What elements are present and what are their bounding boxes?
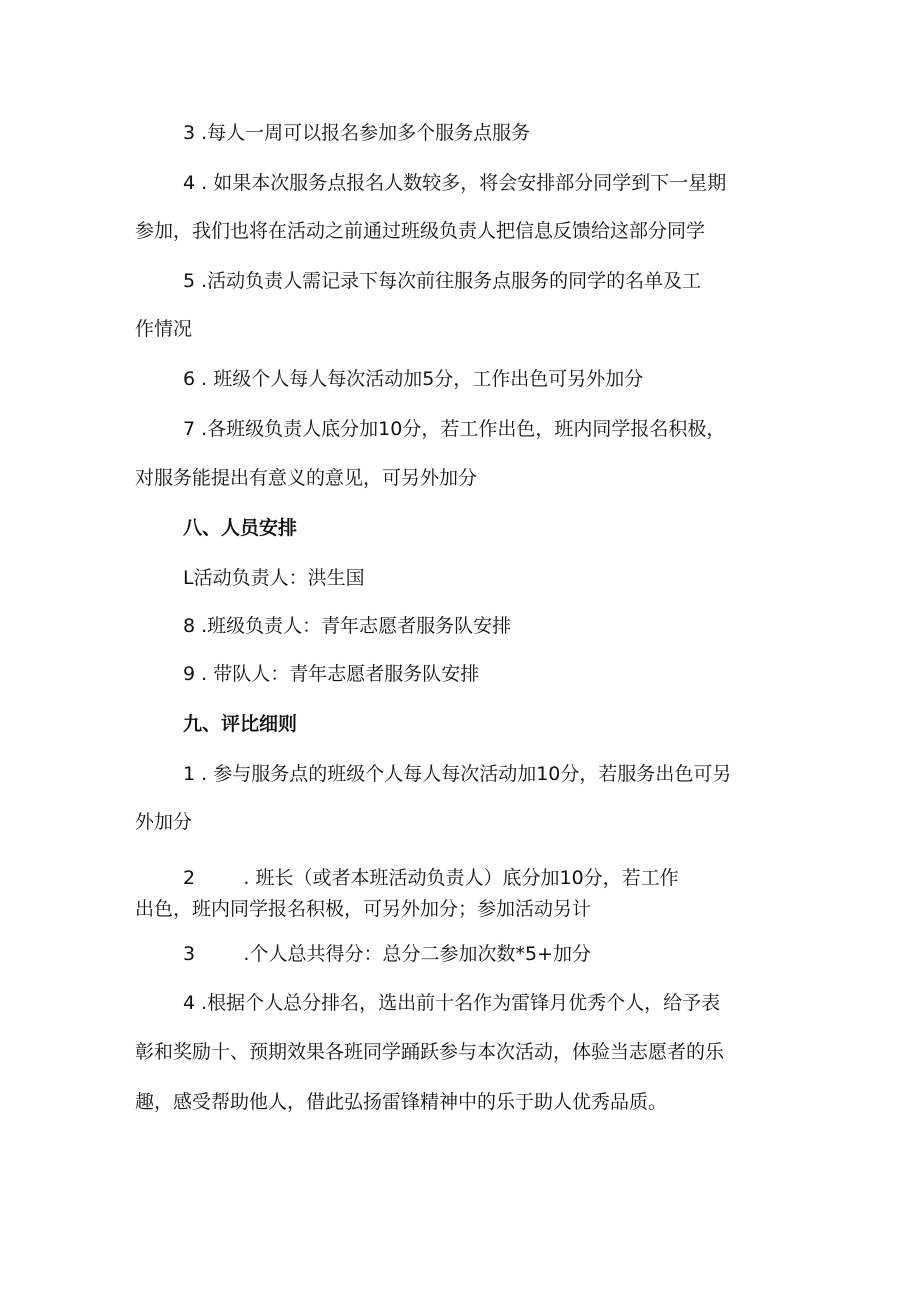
- item-3-line: 3 .每人一周可以报名参加多个服务点服务: [183, 122, 531, 144]
- rule-1-line-2: 外加分: [135, 811, 193, 833]
- rule-3-line: 3 .个人总共得分：总分二参加次数*5+加分: [183, 943, 591, 965]
- staff-line-3: 9 . 带队人：青年志愿者服务队安排: [183, 663, 480, 685]
- item-4-line-2: 参加，我们也将在活动之前通过班级负责人把信息反馈给这部分同学: [135, 220, 706, 242]
- item-6-line: 6 . 班级个人每人每次活动加5分，工作出色可另外加分: [183, 368, 644, 390]
- section-9-heading: 九、评比细则: [183, 713, 298, 735]
- item-5-line-2: 作情况: [135, 318, 193, 340]
- staff-line-1: L活动负责人：洪生国: [183, 567, 365, 589]
- staff-line-2: 8 .班级负责人：青年志愿者服务队安排: [183, 615, 512, 637]
- rule-4-line-3: 趣，感受帮助他人，借此弘扬雷锋精神中的乐于助人优秀品质。: [135, 1091, 668, 1113]
- section-8-heading: 八、人员安排: [183, 517, 298, 539]
- rule-4-line-1: 4 .根据个人总分排名，选出前十名作为雷锋月优秀个人，给予表: [183, 992, 721, 1014]
- rule-1-line-1: 1 . 参与服务点的班级个人每人每次活动加10分，若服务出色可另: [183, 763, 732, 785]
- item-5-line-1: 5 .活动负责人需记录下每次前往服务点服务的同学的名单及工: [183, 270, 702, 292]
- rule-4-line-2: 彰和奖励十、预期效果各班同学踊跃参与本次活动，体验当志愿者的乐: [135, 1041, 725, 1063]
- rule-2-line-1: 2 . 班长（或者本班活动负责人）底分加10分，若工作: [183, 867, 679, 889]
- item-4-line-1: 4 . 如果本次服务点报名人数较多，将会安排部分同学到下一星期: [183, 172, 727, 194]
- item-7-line-1: 7 .各班级负责人底分加10分，若工作出色，班内同学报名积极，: [183, 418, 726, 440]
- item-7-line-2: 对服务能提出有意义的意见，可另外加分: [135, 467, 478, 489]
- rule-2-line-2: 出色，班内同学报名积极，可另外加分；参加活动另计: [135, 898, 592, 920]
